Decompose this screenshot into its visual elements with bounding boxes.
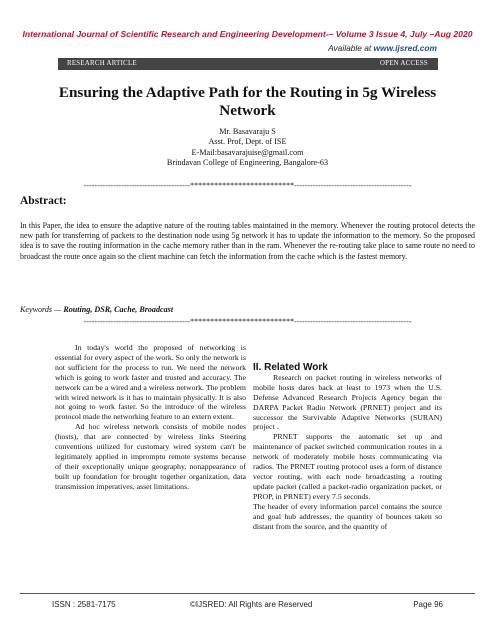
footer-page-number: Page 96 — [413, 600, 443, 609]
related-paragraph-1: Research on packet routing in wireless networks of mobile hosts dates back at least to 1973 when the U.S. Defense Advanced Research Projects Agency began the DARPA Packet Radio Network (PRNET) project and its successor the Survivable Adaptive Networks (SURAN) project . — [253, 372, 442, 432]
open-access-label: OPEN ACCESS — [379, 60, 428, 67]
right-column — [253, 363, 442, 531]
availability-line — [328, 43, 437, 53]
author-affiliation: Brindavan College of Engineering, Bangalore-63 — [166, 158, 329, 168]
section-heading-related-work: II. Related Work — [253, 362, 328, 373]
research-article-label: RESEARCH ARTICLE — [67, 60, 137, 67]
abstract-text: In this Paper, the idea to ensure the adaptive nature of the routing tables maintained in the memory. Whenever the routing protocol detects the new path for transferring of packets to the destination node using 5g network it has to update the information to the memory. So the proposed idea is to save the routing information in the cache memory rather than in the ram. Whenever the re-routing take place to same route no need to broadcast the route once again so the client machine can fetch the information from the cache which is the fastest memory. — [20, 221, 475, 261]
separator-bottom: ----------------------------------------**************************-------------------------------------------- — [83, 317, 412, 326]
author-name: Mr. Basavaraju S — [219, 127, 276, 136]
separator-top: ----------------------------------------**************************-------------------------------------------- — [83, 181, 412, 190]
footer-issn: ISSN : 2581-7175 — [52, 600, 116, 609]
related-paragraph-3: The header of every information parcel contains the source and goal hub addresses, the quantity of bounces taken so distant from the source, and the quantity of — [253, 501, 442, 531]
abstract-heading: Abstract: — [20, 195, 67, 207]
author-block — [60, 127, 435, 169]
keywords-label: Keywords — — [20, 305, 62, 314]
footer-copyright: ©IJSRED: All Rights are Reserved — [190, 600, 313, 609]
left-column — [55, 343, 246, 492]
footer-divider — [20, 593, 475, 594]
journal-header: International Journal of Scientific Research and Engineering Development-– Volume 3 Issue 4, July –Aug 2020 — [22, 29, 473, 39]
keywords — [20, 305, 173, 314]
journal-url-link[interactable]: www.ijsred.com — [373, 43, 437, 53]
article-type-bar — [58, 58, 438, 70]
paper-title: Ensuring the Adaptive Path for the Routing in 5g Wireless Network — [58, 84, 437, 119]
available-prefix: Available at — [328, 43, 372, 53]
author-email: E-Mail:basavarajuise@gmail.com — [191, 147, 304, 157]
related-paragraph-2: PRNET supports the automatic set up and maintenance of packet switched communication routes in a network of moderately mobile hosts communicating via radios. The PRNET routing protocol uses a form of distance vector routing, with each node broadcasting a routing update packet (called a packet-radio organization packet, or PROP, in PRNET) every 7.5 seconds. — [253, 432, 442, 501]
keywords-value: Routing, DSR, Cache, Broadcast — [63, 305, 174, 314]
intro-paragraph-1: In today's world the proposed of networking is essential for every aspect of the work. So only the network is not sufficient for the process to run. We need the network which is going to work faster and trusted and accuracy. The network can be a wired and a wireless network. The problem with wired network is it has to maintain physically. It is also not going to work faster. So the introduce of the wireless protocol made the networking feature to an extern extent. — [55, 343, 246, 422]
author-position: Asst. Prof, Dept. of ISE — [208, 137, 287, 147]
intro-paragraph-2: Ad hoc wireless network consists of mobile nodes (hosts), that are connected by wireless links Steering conventions utilized for customary wired system can't be legitimately applied in impromptu remote systems because of their exceptionally unique geography, nonappearance of built up foundation for brought together organization, data transmission imperatives, asset limitations. — [55, 422, 246, 491]
